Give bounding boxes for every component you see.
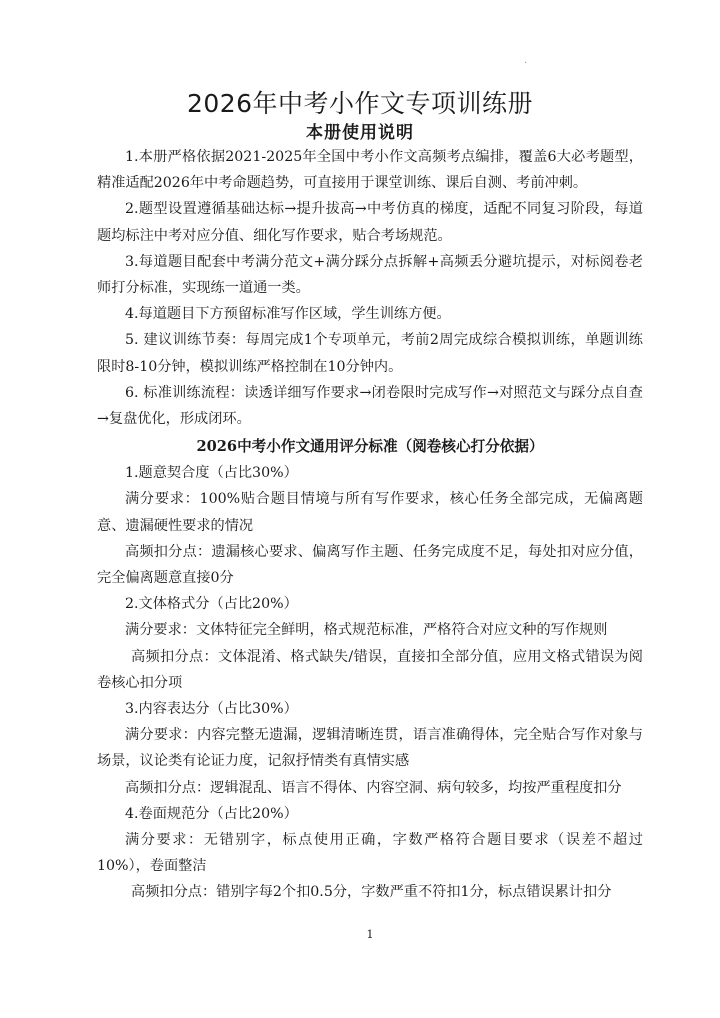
instruction-paragraph: 5. 建议训练节奏：每周完成1个专项单元，考前2周完成综合模拟训练，单题训练限时8-10分钟，模拟训练严格控制在10分钟内。 (97, 332, 643, 375)
criteria-paragraph: 高频扣分点：逻辑混乱、语言不得体、内容空洞、病句较多，均按严重程度扣分 (125, 779, 622, 796)
instruction-paragraph: 6. 标准训练流程：读透详细写作要求→闭卷限时完成写作→对照范文与踩分点自查→复盘优化，形成闭环。 (97, 384, 643, 428)
document-body (97, 144, 643, 906)
instructions-heading: 本册使用说明 (306, 123, 414, 143)
scan-mark: · (524, 58, 528, 69)
criteria-heading: 2026中考小作文通用评分标准（阅卷核心打分依据） (196, 438, 544, 456)
instruction-paragraph: 4.每道题目下方预留标准写作区域，学生训练方便。 (125, 306, 451, 323)
criteria-item-heading: 4.卷面规范分（占比20%） (125, 805, 298, 822)
criteria-paragraph: 满分要求：文体特征完全鲜明，格式规范标准，严格符合对应文种的写作规则 (125, 622, 608, 639)
criteria-paragraph: 满分要求：100%贴合题目情境与所有写作要求，核心任务全部完成，无偏离题意、遗漏硬性要求的情况 (97, 491, 643, 534)
criteria-paragraph: 高频扣分点：遗漏核心要求、偏离写作主题、任务完成度不足，每处扣对应分值，完全偏离题意直接0分 (97, 543, 643, 587)
criteria-paragraph: 满分要求：无错别字，标点使用正确，字数严格符合题目要求（误差不超过10%），卷面整洁 (97, 832, 643, 875)
criteria-paragraph: 高频扣分点：文体混淆、格式缺失/错误，直接扣全部分值，应用文格式错误为阅卷核心扣分项 (97, 648, 643, 691)
criteria-paragraph: 高频扣分点：错别字每2个扣0.5分，字数严重不符扣1分，标点错误累计扣分 (131, 884, 612, 901)
criteria-item-heading: 1.题意契合度（占比30%） (125, 465, 298, 482)
instruction-paragraph: 2.题型设置遵循基础达标→提升拔高→中考仿真的梯度，适配不同复习阶段，每道题均标注中考对应分值、细化写作要求，贴合考场规范。 (97, 201, 643, 244)
criteria-item-heading: 2.文体格式分（占比20%） (125, 596, 298, 613)
page-number: 1 (366, 928, 374, 941)
instruction-paragraph: 3.每道题目配套中考满分范文+满分踩分点拆解+高频丢分避坑提示，对标阅卷老师打分标准，实现练一道通一类。 (97, 253, 643, 297)
criteria-paragraph: 满分要求：内容完整无遗漏，逻辑清晰连贯，语言准确得体，完全贴合写作对象与场景，议论类有论证力度，记叙抒情类有真情实感 (97, 727, 643, 770)
instruction-paragraph: 1.本册严格依据2021-2025年全国中考小作文高频考点编排，覆盖6大必考题型，精准适配2026年中考命题趋势，可直接用于课堂训练、课后自测、考前冲刺。 (97, 149, 643, 192)
document-title: 2026年中考小作文专项训练册 (186, 89, 534, 118)
criteria-item-heading: 3.内容表达分（占比30%） (125, 701, 298, 718)
